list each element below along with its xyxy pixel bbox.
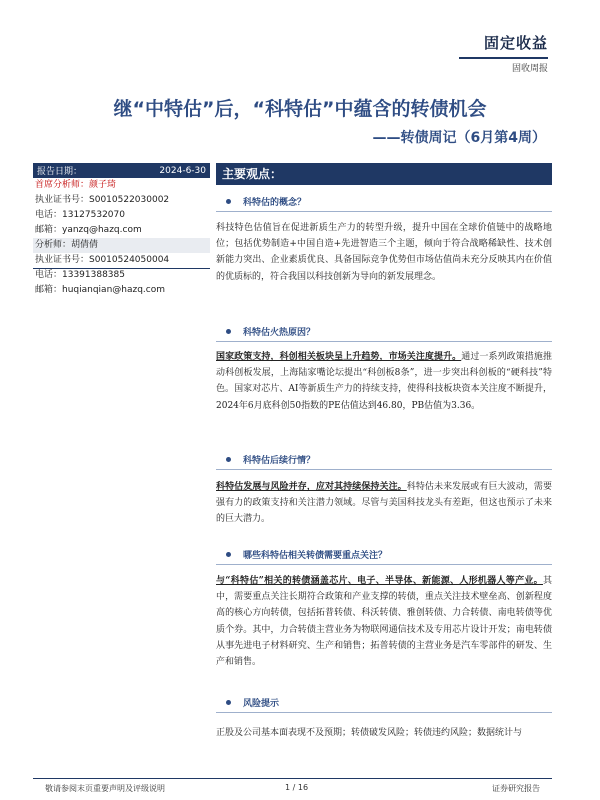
report-date-value: 2024-6-30 [159, 165, 206, 176]
analyst2-phone: 电话：13391388385 [35, 270, 125, 280]
section-rule [216, 564, 552, 565]
bullet-icon [226, 199, 231, 204]
analyst1-phone: 电话：13127532070 [35, 210, 125, 220]
analyst1-email[interactable]: 邮箱：yanzq@hazq.com [35, 225, 142, 235]
section-text-4: 其中，需要重点关注长期符合政策和产业支撑的转债，重点关注技术壁垒高、创新程度高的核心方向转债，包括拓普转债、科沃转债、雅创转债、力合转债、南电转债等优质个券。其中，力合转债主营业务为物联网通信技术及专用芯片设计开发；南电转债从事先进电子材料研究、生产和销售；拓普转债的主营业务是汽车零部件的研发、生产和销售。 [216, 576, 552, 668]
report-date-label: 报告日期： [37, 167, 83, 177]
section-rule [216, 712, 552, 713]
section-lead-4: 与“科特估”相关的转债涵盖芯片、电子、半导体、新能源、人形机器人等产业。 [216, 576, 543, 586]
footer-rule [33, 778, 552, 779]
section-body-4 [216, 573, 552, 670]
header-rule [459, 57, 548, 59]
section-heading-text: 哪些科特估相关转债需要重点关注？ [243, 551, 388, 561]
report-date-bar [33, 163, 210, 178]
footer-disclaimer[interactable]: 敬请参阅末页重要声明及评级说明 [45, 784, 165, 793]
section-heading-5 [216, 696, 552, 709]
section-text-2: 通过一系列政策措施推动科创板发展，上海陆家嘴论坛提出“科创板8条”，进一步突出科创板的“硬科技”特色。国家对芯片、AI等新质生产力的持续支持，使得科技板块资本关注度不断提升，2024年6月底科创50指数的PE估值达到46.80，PB估值为3.36。 [216, 352, 552, 411]
bullet-icon [226, 552, 231, 557]
document-type: 固定收益 [483, 34, 548, 52]
main-views [216, 163, 552, 738]
section-heading-text: 科特估火热原因？ [243, 328, 316, 338]
report-subtitle: ——转债周记（6月第4周） [372, 130, 546, 146]
section-body-2 [216, 349, 552, 414]
section-body-1: 科技特色估值旨在促进新质生产力的转型升级，提升中国在全球价值链中的战略地位；包括优势制造+中国自造+先进智造三个主题，倾向于符合战略稀缺性、技术创新能力突出、企业素质优良、具备国际竞争优势但市场估值尚未充分反映其内在价值的优质标的，符合我国以科技创新为导向的新发展理念。 [216, 223, 552, 282]
section-rule [216, 341, 552, 342]
footer-report-type: 证券研究报告 [492, 784, 540, 793]
section-heading-text: 科特估的概念？ [243, 198, 307, 208]
section-heading-2 [216, 325, 552, 338]
bullet-icon [226, 700, 231, 705]
section-heading-text: 风险提示 [243, 699, 280, 709]
report-title: 继“中特估”后，“科特估”中蕴含的转债机会 [113, 98, 487, 120]
views-header: 主要观点： [216, 163, 552, 185]
bullet-icon [226, 329, 231, 334]
analyst2-cert: 执业证书号：S0010524050004 [35, 255, 170, 265]
analyst2-email[interactable]: 邮箱：huqianqian@hazq.com [35, 285, 166, 295]
analyst-sidebar [33, 163, 210, 298]
document-type-block [484, 32, 548, 53]
analyst1-cert: 执业证书号：S0010522030002 [35, 195, 170, 205]
bullet-icon [226, 457, 231, 462]
section-body-5: 正股及公司基本面表现不及预期；转债破发风险；转债违约风险；数据统计与 [216, 728, 523, 738]
analyst2-name: 分析师：胡倩倩 [33, 238, 210, 253]
section-text-3: 科特估未来发展或有巨大波动，需要强有力的政策支持和关注潜力领域。尽管与美国科技龙头有差距，但这也预示了未来的巨大潜力。 [216, 482, 552, 525]
section-heading-4 [216, 548, 552, 561]
section-body-3 [216, 479, 552, 528]
sidebar-divider [33, 268, 210, 269]
section-heading-text: 科特估后续行情？ [243, 456, 316, 466]
section-heading-1 [216, 195, 552, 208]
section-rule [216, 211, 552, 212]
analyst1-name: 首席分析师：颜子琦 [35, 180, 117, 190]
section-rule [216, 469, 552, 470]
section-lead-2: 国家政策支持，科创相关板块呈上升趋势，市场关注度提升。 [216, 352, 462, 362]
section-lead-3: 科特估发展与风险并存，应对其持续保持关注。 [216, 482, 407, 492]
document-subtype: 固收周报 [511, 64, 548, 74]
section-heading-3 [216, 453, 552, 466]
page-number: 1 / 16 [285, 783, 309, 792]
